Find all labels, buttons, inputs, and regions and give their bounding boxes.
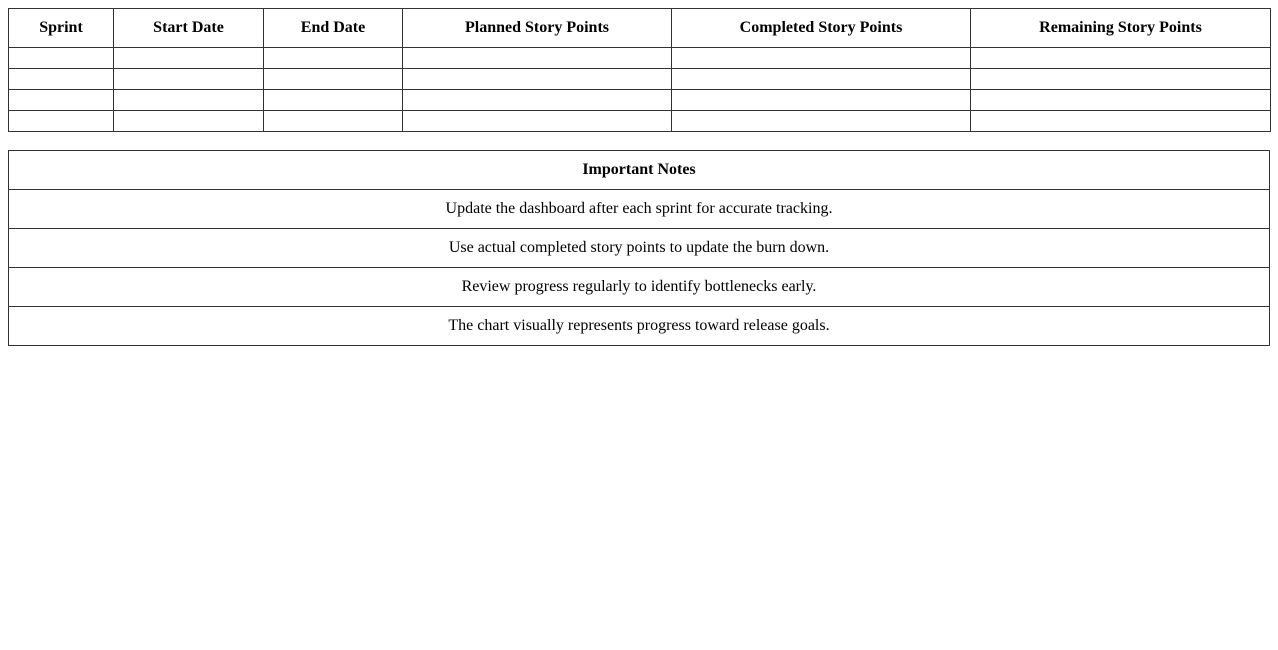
table-cell [9, 48, 114, 69]
table-cell [264, 90, 403, 111]
sprint-table-header-row [9, 9, 1271, 48]
table-cell [672, 111, 971, 132]
table-cell [403, 90, 672, 111]
note-text: Update the dashboard after each sprint for accurate tracking. [9, 190, 1270, 229]
table-row [9, 111, 1271, 132]
table-cell [264, 69, 403, 90]
table-cell [672, 48, 971, 69]
list-item [9, 229, 1270, 268]
note-text: Review progress regularly to identify bottlenecks early. [9, 268, 1270, 307]
table-cell [9, 90, 114, 111]
notes-title: Important Notes [9, 151, 1270, 190]
table-cell [9, 111, 114, 132]
header-planned-story-points: Planned Story Points [403, 9, 672, 48]
table-cell [114, 69, 264, 90]
table-row [9, 69, 1271, 90]
table-cell [114, 48, 264, 69]
table-cell [403, 69, 672, 90]
list-item [9, 307, 1270, 346]
table-cell [672, 69, 971, 90]
header-sprint: Sprint [9, 9, 114, 48]
note-text: The chart visually represents progress toward release goals. [9, 307, 1270, 346]
table-cell [264, 111, 403, 132]
table-cell [114, 111, 264, 132]
table-cell [264, 48, 403, 69]
header-completed-story-points: Completed Story Points [672, 9, 971, 48]
header-remaining-story-points: Remaining Story Points [971, 9, 1271, 48]
table-cell [672, 90, 971, 111]
table-cell [971, 111, 1271, 132]
sprint-table [8, 8, 1271, 132]
header-end-date: End Date [264, 9, 403, 48]
table-cell [403, 48, 672, 69]
notes-header-row [9, 151, 1270, 190]
list-item [9, 190, 1270, 229]
header-start-date: Start Date [114, 9, 264, 48]
table-row [9, 90, 1271, 111]
note-text: Use actual completed story points to update the burn down. [9, 229, 1270, 268]
table-cell [971, 90, 1271, 111]
table-cell [114, 90, 264, 111]
table-cell [403, 111, 672, 132]
table-cell [971, 48, 1271, 69]
table-cell [9, 69, 114, 90]
notes-table [8, 150, 1270, 346]
table-row [9, 48, 1271, 69]
table-cell [971, 69, 1271, 90]
list-item [9, 268, 1270, 307]
